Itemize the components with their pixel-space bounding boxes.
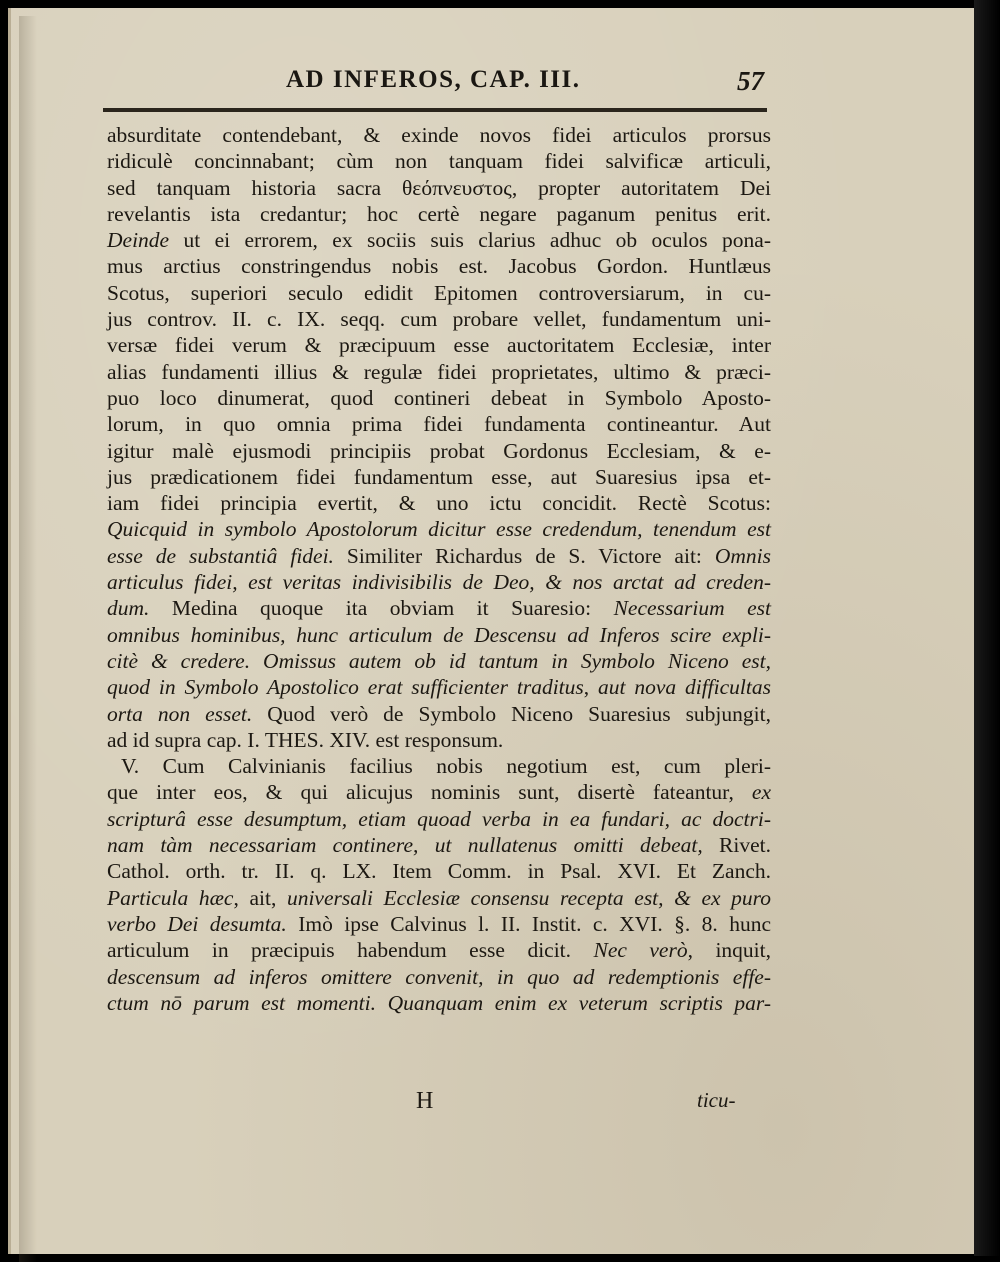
text-line (107, 490, 771, 516)
text-line (107, 201, 771, 227)
text-line (107, 175, 771, 201)
roman-text: versæ fidei verum & præcipuum esse auctoritatem Ecclesiæ, inter (107, 333, 771, 358)
text-line (107, 622, 771, 648)
roman-text: ad id supra cap. I. THES. XIV. est responsum. (107, 727, 504, 752)
roman-text: igitur malè ejusmodi principiis probat Gordonus Ecclesiam, & e- (107, 438, 771, 463)
text-line (107, 858, 771, 884)
text-line (107, 753, 771, 779)
text-line (107, 806, 771, 832)
italic-text: nam tàm necessariam continere, ut nullatenus omitti debeat, (107, 833, 703, 858)
text-line (107, 569, 771, 595)
roman-text: iam fidei principia evertit, & uno ictu concidit. Rectè Scotus: (107, 491, 771, 516)
italic-text: Omnis (714, 543, 771, 568)
page-number: 57 (737, 66, 764, 96)
text-line (107, 832, 771, 858)
italic-text: citè & credere. Omissus autem ob id tantum in Symbolo Niceno est, (107, 648, 771, 673)
italic-text: scripturâ esse desumptum, etiam quoad verba in ea fundari, ac doctri- (107, 806, 771, 831)
roman-text: Scotus, superiori seculo edidit Epitomen controversiarum, in cu- (107, 280, 771, 305)
text-line (107, 990, 771, 1016)
text-line (107, 253, 771, 279)
roman-text: lorum, in quo omnia prima fidei fundamenta contineantur. Aut (107, 412, 771, 437)
italic-text: descensum ad inferos omittere convenit, in quo ad redemptionis effe- (107, 964, 771, 989)
roman-text: , (583, 675, 598, 700)
roman-text: jus controv. II. c. IX. seqq. cum probare vellet, fundamentum uni- (107, 307, 771, 332)
page-footer (11, 1088, 977, 1118)
text-line (107, 964, 771, 990)
roman-text: , inquit, (687, 938, 771, 963)
roman-text: jus prædicationem fidei fundamentum esse, aut Suaresius ipsa et- (107, 464, 771, 489)
text-line (107, 516, 771, 542)
text-line (107, 674, 771, 700)
italic-text: ctum nō parum est momenti. Quanquam enim ex veterum scriptis par- (107, 990, 771, 1015)
header-rule (103, 108, 767, 112)
italic-text: esse de substantiâ fidei. (107, 543, 334, 568)
roman-text: sed tanquam historia sacra θεόπνευστος, propter autoritatem Dei (107, 175, 771, 200)
roman-text: , ait, (233, 885, 287, 910)
roman-text: Medina quoque ita obviam it Suaresio: (149, 596, 614, 621)
roman-text: Similiter Richardus de S. Victore ait: (333, 543, 715, 568)
text-line (107, 411, 771, 437)
roman-text: absurditate contendebant, & exinde novos fidei articulos prorsus (107, 123, 771, 147)
text-line (107, 727, 771, 753)
italic-text: omnibus hominibus, hunc articulum de Descensu ad Inferos scire expli- (107, 622, 771, 647)
roman-text: mus arctius constringendus nobis est. Jacobus Gordon. Huntlæus (107, 254, 771, 279)
italic-text: verbo Dei desumta. (107, 911, 287, 936)
italic-text: Necessarium est (613, 596, 771, 621)
roman-text: Imò ipse Calvinus l. II. Instit. c. XVI. §. 8. hunc (286, 911, 771, 936)
page-header (11, 66, 977, 106)
italic-text: Deinde (107, 228, 170, 253)
italic-text: Particula hæc (107, 885, 234, 910)
roman-text: V. Cum Calvinianis facilius nobis negotium est, cum pleri- (121, 754, 771, 779)
gutter-shadow (19, 16, 37, 1262)
italic-text: articulus fidei, est veritas indivisibilis de Deo, & nos arctat ad creden- (107, 570, 771, 595)
italic-text: orta non esset. (107, 701, 253, 726)
text-line (107, 648, 771, 674)
text-line (107, 280, 771, 306)
italic-text: Quicquid in symbolo Apostolorum dicitur esse credendum, tenendum est (107, 517, 771, 542)
roman-text: revelantis ista credantur; hoc certè negare paganum penitus erit. (107, 201, 771, 226)
italic-text: Nec verò (593, 938, 688, 963)
roman-text: ridiculè concinnabant; cùm non tanquam fidei salvificæ articuli, (107, 149, 771, 174)
text-line (107, 122, 771, 148)
text-line (107, 332, 771, 358)
roman-text: puo loco dinumerat, quod contineri debeat in Symbolo Aposto- (107, 385, 771, 410)
text-line (107, 911, 771, 937)
roman-text: Rivet. (702, 833, 771, 858)
text-line (107, 701, 771, 727)
roman-text: que inter eos, & qui alicujus nominis sunt, disertè fateantur, (107, 780, 752, 805)
catchword: ticu- (697, 1088, 736, 1112)
signature-mark: H (416, 1088, 434, 1114)
roman-text: Cathol. orth. tr. II. q. LX. Item Comm. in Psal. XVI. Et Zanch. (107, 859, 771, 884)
text-line (107, 148, 771, 174)
text-line (107, 595, 771, 621)
italic-text: dum. (107, 596, 150, 621)
roman-text: articulum in præcipuis habendum esse dicit. (107, 938, 594, 963)
running-head: AD INFEROS, CAP. III. (286, 66, 581, 93)
text-line (107, 779, 771, 805)
text-line (107, 385, 771, 411)
roman-text: ut ei errorem, ex sociis suis clarius adhuc ob oculos pona- (169, 228, 771, 253)
dark-background-edge (974, 0, 1000, 1256)
italic-text: aut nova difficultas (598, 675, 771, 700)
text-line (107, 937, 771, 963)
italic-text: ex (751, 780, 771, 805)
roman-text: alias fundamenti illius & regulæ fidei proprietates, ultimo & præci- (107, 359, 771, 384)
text-line (107, 885, 771, 911)
text-line (107, 438, 771, 464)
italic-text: quod in Symbolo Apostolico erat sufficienter traditus (107, 675, 584, 700)
roman-text: Quod verò de Symbolo Niceno Suaresius subjungit, (252, 701, 771, 726)
text-line (107, 359, 771, 385)
text-line (107, 464, 771, 490)
book-page (8, 8, 977, 1254)
text-line (107, 543, 771, 569)
body-text (107, 122, 771, 1016)
text-line (107, 227, 771, 253)
italic-text: universali Ecclesiæ consensu recepta est, & ex puro (286, 885, 771, 910)
text-line (107, 306, 771, 332)
